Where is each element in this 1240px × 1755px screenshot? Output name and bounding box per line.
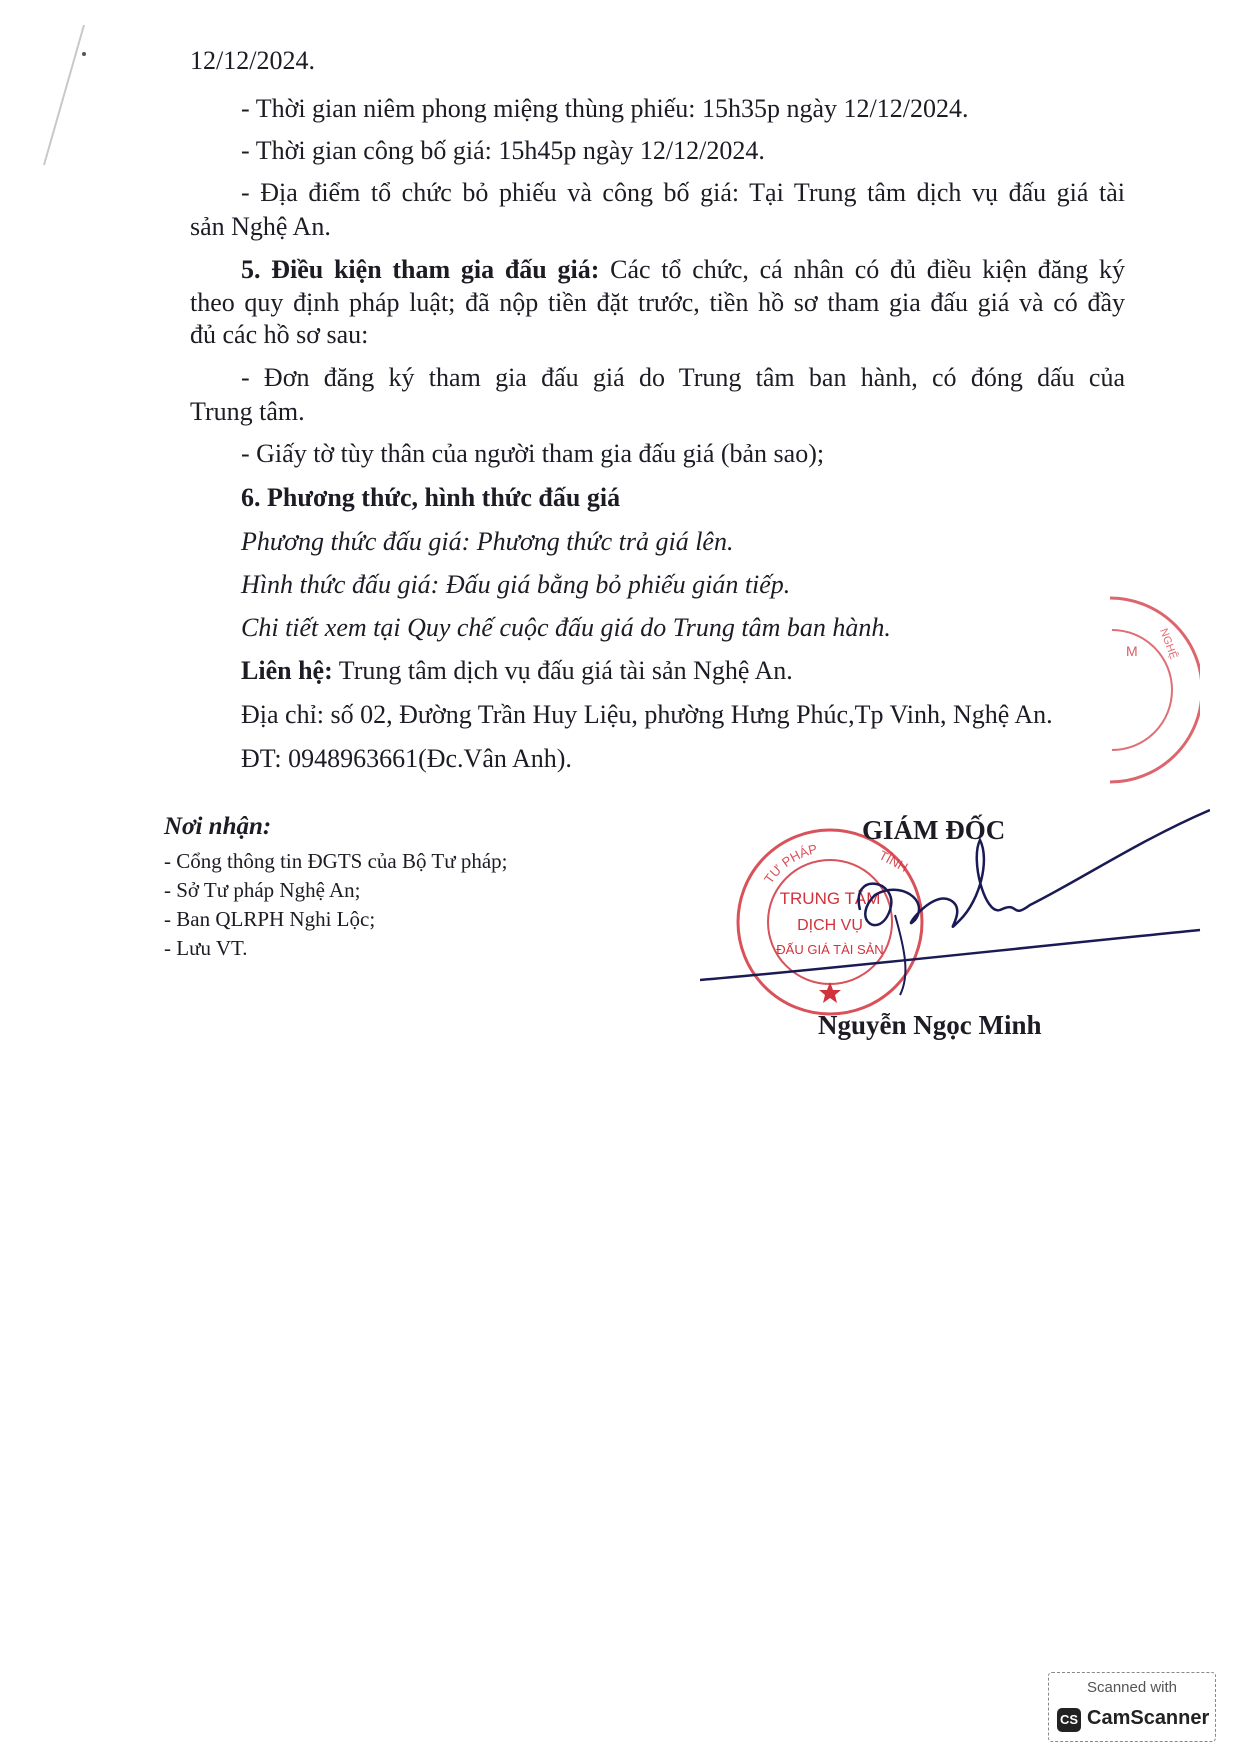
section-5-heading: 5. Điều kiện tham gia đấu giá:	[241, 255, 600, 284]
requirement-item-1-cont: Trung tâm.	[190, 397, 305, 426]
body-line-seal-time: - Thời gian niêm phong miệng thùng phiếu: 15h35p ngày 12/12/2024.	[241, 94, 969, 123]
body-line-location-cont: sản Nghệ An.	[190, 212, 331, 241]
contact-label: Liên hệ:	[241, 656, 333, 685]
body-line-location: - Địa điểm tổ chức bỏ phiếu và công bố giá: Tại Trung tâm dịch vụ đấu giá tài	[241, 178, 1125, 207]
partial-stamp	[1090, 590, 1200, 790]
body-line-announce-time: - Thời gian công bố giá: 15h45p ngày 12/12/2024.	[241, 136, 765, 165]
recipient-item: - Cổng thông tin ĐGTS của Bộ Tư pháp;	[164, 849, 508, 873]
phone-line: ĐT: 0948963661(Đc.Vân Anh).	[241, 744, 572, 773]
recipients-title: Nơi nhận:	[164, 813, 272, 840]
auction-method-line: Phương thức đấu giá: Phương thức trả giá lên.	[241, 527, 734, 556]
section-5-line-3: đủ các hồ sơ sau:	[190, 320, 369, 349]
stamp-line-1: TRUNG TÂM	[779, 889, 881, 908]
auction-rules-line: Chi tiết xem tại Quy chế cuộc đấu giá do Trung tâm ban hành.	[241, 613, 891, 642]
stamp-line-2: DỊCH VỤ	[797, 917, 863, 934]
stamp-ring-top: TƯ PHÁP	[761, 841, 819, 887]
auction-form-line: Hình thức đấu giá: Đấu giá bằng bỏ phiếu gián tiếp.	[241, 570, 791, 599]
recipient-item: - Sở Tư pháp Nghệ An;	[164, 878, 361, 902]
scan-artifact-mark	[40, 20, 90, 170]
stamp-ring-right: TỈNH	[876, 847, 911, 875]
section-5-text: Các tổ chức, cá nhân có đủ điều kiện đăng ký	[599, 255, 1125, 284]
svg-text:NGHỆ: NGHỆ	[1157, 626, 1180, 661]
signer-name: Nguyễn Ngọc Minh	[818, 1010, 1042, 1040]
badge-caption: Scanned with	[1086, 1679, 1178, 1696]
recipient-item: - Ban QLRPH Nghi Lộc;	[164, 907, 376, 931]
body-line-date: 12/12/2024.	[190, 46, 315, 75]
contact-line	[241, 656, 793, 686]
requirement-item-2: - Giấy tờ tùy thân của người tham gia đấu giá (bản sao);	[241, 439, 825, 468]
badge-app-name: CamScanner	[1087, 1707, 1210, 1729]
address-line: Địa chỉ: số 02, Đường Trần Huy Liệu, phường Hưng Phúc,Tp Vinh, Nghệ An.	[241, 700, 1053, 729]
stamp-line-3: ĐẤU GIÁ TÀI SẢN	[776, 942, 884, 957]
requirement-item-1: - Đơn đăng ký tham gia đấu giá do Trung tâm ban hành, có đóng dấu của	[241, 363, 1125, 392]
section-6-heading: 6. Phương thức, hình thức đấu giá	[241, 483, 621, 512]
camscanner-logo-icon: CS	[1057, 1708, 1081, 1732]
contact-value: Trung tâm dịch vụ đấu giá tài sản Nghệ An.	[332, 656, 793, 685]
svg-text:M: M	[1126, 643, 1138, 659]
camscanner-badge	[1048, 1672, 1216, 1742]
recipient-item: - Lưu VT.	[164, 936, 248, 960]
section-5-line-2: theo quy định pháp luật; đã nộp tiền đặt trước, tiền hồ sơ tham gia đấu giá và có đầy	[190, 288, 1125, 317]
section-5-first-line	[241, 255, 1125, 285]
signer-title: GIÁM ĐỐC	[862, 815, 1006, 845]
